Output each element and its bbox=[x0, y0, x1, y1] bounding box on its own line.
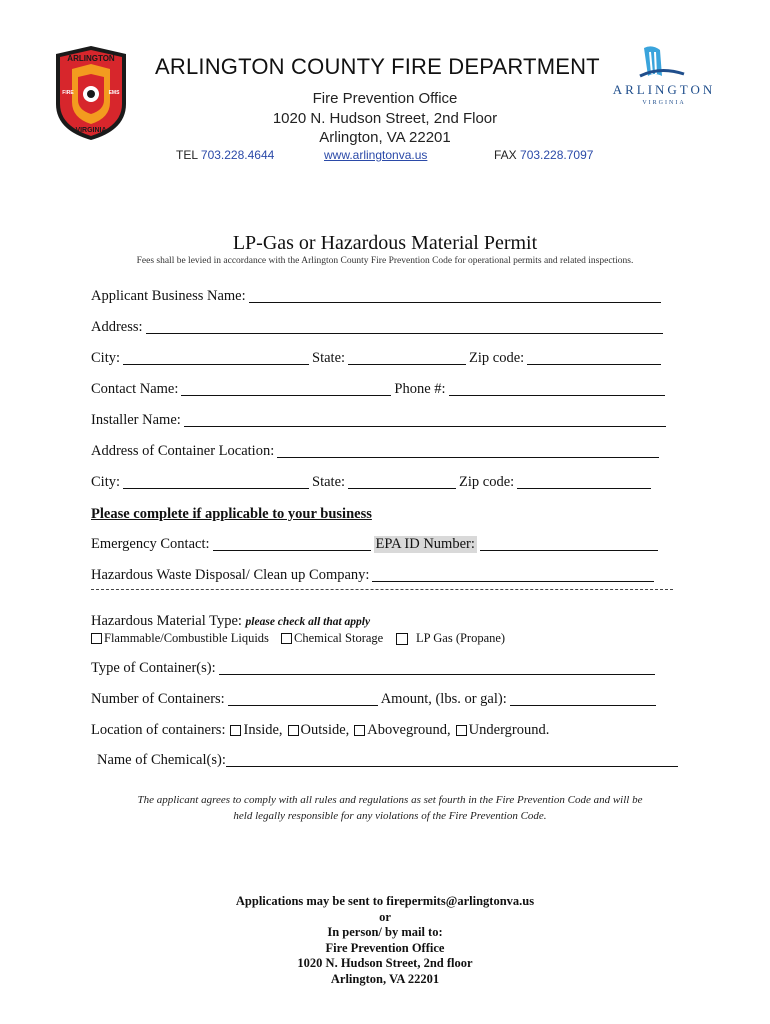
address-label: Address: bbox=[91, 319, 143, 335]
outside-label: Outside, bbox=[300, 722, 350, 738]
address-field[interactable] bbox=[146, 319, 663, 334]
lpgas-checkbox[interactable] bbox=[396, 633, 408, 645]
underground-label: Underground. bbox=[468, 722, 550, 738]
zip-label: Zip code: bbox=[469, 350, 525, 366]
waste-field[interactable] bbox=[372, 567, 654, 582]
city-label: City: bbox=[91, 350, 121, 366]
mail-line-4: Fire Prevention Office bbox=[325, 940, 445, 955]
fax bbox=[494, 148, 593, 162]
mail-line-2: or bbox=[379, 909, 391, 924]
agreement-text bbox=[80, 792, 700, 824]
city2-label: City: bbox=[91, 474, 121, 490]
aboveground-label: Aboveground, bbox=[367, 722, 451, 738]
phone-field[interactable] bbox=[449, 381, 665, 396]
flammable-checkbox[interactable] bbox=[91, 633, 102, 644]
emergency-field[interactable] bbox=[213, 536, 371, 551]
underground-checkbox[interactable] bbox=[456, 725, 467, 736]
installer-row bbox=[91, 412, 669, 429]
location-label: Location of containers: bbox=[91, 722, 226, 738]
phone-label: Phone #: bbox=[394, 381, 446, 397]
section-heading: Please complete if applicable to your business bbox=[91, 506, 372, 522]
flammable-label: Flammable/Combustible Liquids bbox=[104, 631, 269, 645]
zip-field[interactable] bbox=[527, 350, 661, 365]
installer-field[interactable] bbox=[184, 412, 666, 427]
mail-line-3: In person/ by mail to: bbox=[327, 925, 443, 939]
outside-checkbox[interactable] bbox=[288, 725, 299, 736]
fees-note: Fees shall be levied in accordance with the Arlington County Fire Prevention Code for operational permits and related inspections. bbox=[136, 256, 634, 266]
office-street: 1020 N. Hudson Street, 2nd Floor bbox=[272, 110, 498, 127]
city2-field[interactable] bbox=[123, 474, 309, 489]
dashed-divider bbox=[91, 589, 673, 590]
badge-bottom-text: VIRGINIA bbox=[75, 127, 107, 134]
waste-company-row bbox=[91, 567, 657, 584]
mail-line-1: Applications may be sent to firepermits@arlingtonva.us bbox=[235, 894, 535, 908]
website-text[interactable]: www.arlingtonva.us bbox=[324, 148, 428, 162]
number-amount-row bbox=[91, 691, 659, 708]
agreement-line-1: The applicant agrees to comply with all rules and regulations as set fourth in the Fire Prevention Code and will be bbox=[137, 794, 643, 806]
container-type-row bbox=[91, 660, 658, 677]
lpgas-label: LP Gas (Propane) bbox=[416, 631, 506, 645]
haz-option-lpgas[interactable] bbox=[396, 631, 505, 646]
state-label: State: bbox=[312, 350, 346, 366]
num-containers-field[interactable] bbox=[228, 691, 378, 706]
business-name-label: Applicant Business Name: bbox=[91, 288, 246, 304]
city-state-zip-row bbox=[91, 350, 664, 367]
contact-name-field[interactable] bbox=[181, 381, 391, 396]
container-type-label: Type of Container(s): bbox=[91, 660, 216, 676]
emergency-label: Emergency Contact: bbox=[91, 536, 210, 552]
inside-checkbox[interactable] bbox=[230, 725, 241, 736]
container-address-label: Address of Container Location: bbox=[91, 443, 275, 459]
emergency-epa-row bbox=[91, 536, 661, 553]
epa-label: EPA ID Number: bbox=[375, 536, 475, 552]
tel-number: 703.228.4644 bbox=[200, 148, 275, 162]
chemical-name-field[interactable] bbox=[226, 752, 678, 767]
fax-number: 703.228.7097 bbox=[520, 148, 594, 162]
location-row bbox=[91, 722, 549, 739]
mail-line-5: 1020 N. Hudson Street, 2nd floor bbox=[297, 956, 473, 970]
business-name-row bbox=[91, 288, 664, 305]
business-name-field[interactable] bbox=[249, 288, 661, 303]
state2-label: State: bbox=[312, 474, 346, 490]
website-link[interactable] bbox=[324, 148, 427, 162]
amount-field[interactable] bbox=[510, 691, 656, 706]
aboveground-checkbox[interactable] bbox=[354, 725, 365, 736]
epa-field[interactable] bbox=[480, 536, 658, 551]
chemical-name-label: Name of Chemical(s): bbox=[97, 752, 226, 768]
zip2-field[interactable] bbox=[517, 474, 651, 489]
state2-field[interactable] bbox=[348, 474, 456, 489]
inside-label: Inside, bbox=[243, 722, 283, 738]
badge-right-text: EMS bbox=[108, 90, 120, 96]
chemical-name-row bbox=[97, 752, 681, 769]
haz-option-flammable[interactable] bbox=[91, 631, 269, 646]
haz-option-chemical[interactable] bbox=[281, 631, 383, 646]
haz-type-note: please check all that apply bbox=[245, 616, 371, 628]
state-field[interactable] bbox=[348, 350, 466, 365]
agreement-line-2: held legally responsible for any violations of the Fire Prevention Code. bbox=[233, 810, 547, 822]
haz-type-row bbox=[91, 613, 370, 630]
container-address-row bbox=[91, 443, 662, 460]
container-address-field[interactable] bbox=[277, 443, 659, 458]
logo-sub: VIRGINIA bbox=[642, 100, 686, 106]
badge-left-text: FIRE bbox=[62, 90, 74, 96]
contact-name-label: Contact Name: bbox=[91, 381, 179, 397]
tel-label: TEL bbox=[176, 148, 198, 162]
chemical-label: Chemical Storage bbox=[294, 631, 384, 645]
waste-label: Hazardous Waste Disposal/ Clean up Company: bbox=[91, 567, 370, 583]
city-state-zip-row-2 bbox=[91, 474, 654, 491]
address-row bbox=[91, 319, 666, 336]
amount-label: Amount, (lbs. or gal): bbox=[380, 691, 507, 707]
office-name: Fire Prevention Office bbox=[312, 90, 458, 107]
num-containers-label: Number of Containers: bbox=[91, 691, 225, 707]
chemical-checkbox[interactable] bbox=[281, 633, 292, 644]
department-title: ARLINGTON COUNTY FIRE DEPARTMENT bbox=[155, 54, 600, 79]
fax-label: FAX bbox=[494, 148, 517, 162]
zip2-label: Zip code: bbox=[459, 474, 515, 490]
haz-type-label: Hazardous Material Type: bbox=[91, 613, 242, 629]
mail-line-6: Arlington, VA 22201 bbox=[330, 971, 440, 986]
mailing-instructions bbox=[0, 894, 770, 987]
office-city-state: Arlington, VA 22201 bbox=[319, 129, 451, 146]
telephone bbox=[176, 148, 274, 162]
container-type-field[interactable] bbox=[219, 660, 655, 675]
permit-title: LP-Gas or Hazardous Material Permit bbox=[232, 232, 538, 254]
badge-top-text: ARLINGTON bbox=[67, 54, 115, 63]
city-field[interactable] bbox=[123, 350, 309, 365]
contact-phone-row bbox=[91, 381, 668, 398]
logo-name: ARLINGTON bbox=[612, 82, 716, 97]
installer-label: Installer Name: bbox=[91, 412, 181, 428]
